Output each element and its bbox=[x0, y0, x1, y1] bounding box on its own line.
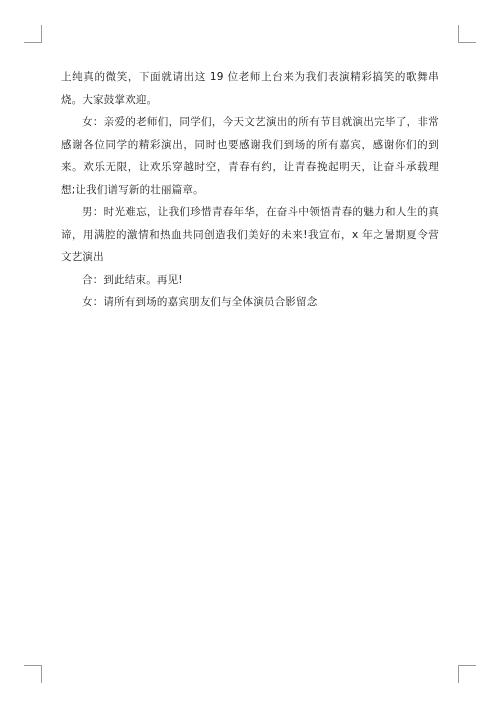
crop-mark-bottom-right bbox=[459, 665, 476, 666]
crop-mark-top-right bbox=[459, 42, 476, 43]
crop-mark-top-right bbox=[458, 25, 459, 43]
paragraph: 男：时光难忘，让我们珍惜青春年华，在奋斗中领悟青春的魅力和人生的真谛，用满腔的激情和热血共同创造我们美好的未来!我宣布，x 年之暑期夏令营文艺演出 bbox=[61, 206, 439, 263]
crop-mark-bottom-left bbox=[41, 665, 42, 683]
paragraph: 上纯真的微笑，下面就请出这 19 位老师上台来为我们表演精彩搞笑的歌舞串烧。大家鼓掌欢迎。 bbox=[61, 71, 439, 106]
document-body bbox=[61, 66, 439, 314]
crop-mark-bottom-left bbox=[24, 665, 41, 666]
crop-mark-top-left bbox=[24, 42, 41, 43]
paragraph: 女：亲爱的老师们，同学们，今天文艺演出的所有节目就演出完毕了，非常感谢各位同学的精彩演出，同时也要感谢我们到场的所有嘉宾，感谢你们的到来。欢乐无限，让欢乐穿越时空，青春有约，让青春挽起明天，让奋斗承载理想;让我们谱写新的壮丽篇章。 bbox=[61, 116, 439, 196]
paragraph: 女：请所有到场的嘉宾朋友们与全体演员合影留念 bbox=[82, 296, 318, 308]
crop-mark-bottom-right bbox=[458, 665, 459, 683]
crop-mark-top-left bbox=[41, 25, 42, 43]
paragraph: 合：到此结束。再见! bbox=[82, 273, 183, 286]
